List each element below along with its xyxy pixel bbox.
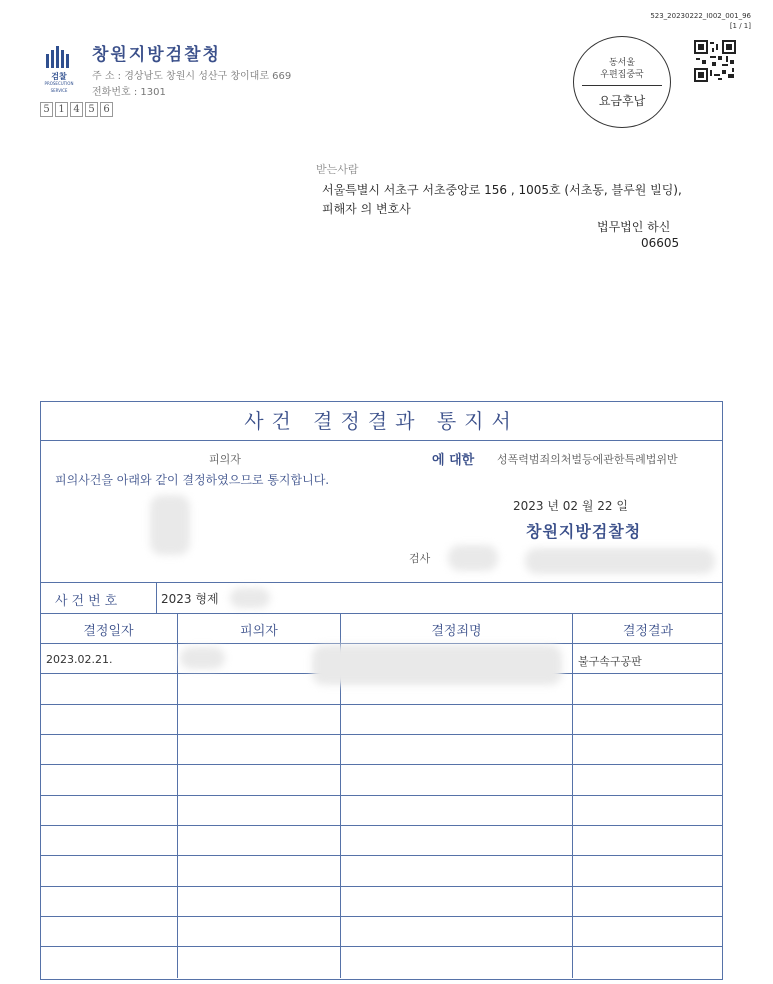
table-row-line <box>40 886 723 887</box>
row-result: 불구속구공판 <box>578 655 642 668</box>
header-charge: 결정죄명 <box>431 624 482 639</box>
logo-caption-ko: 검찰 <box>51 72 67 81</box>
table-row-line <box>40 795 723 796</box>
document-id-text: 523_20230222_I002_001_96 <box>650 12 751 20</box>
prosecution-logo-icon <box>46 46 76 68</box>
postal-digit: 4 <box>70 102 83 117</box>
table-row-line <box>40 734 723 735</box>
redaction <box>448 545 498 571</box>
recipient-zip: 06605 <box>641 236 680 250</box>
recipient-address: 서울특별시 서초구 서초중앙로 156 , 1005호 (서초동, 블루원 빌딩), 피해자 의 변호사 <box>322 183 682 216</box>
issuing-org: 창원지방검찰청 <box>526 522 642 541</box>
prosecutor-label: 검사 <box>409 552 431 565</box>
sender-phone: 전화번호 : 1301 <box>92 87 166 98</box>
recipient-firm: 법무법인 하신 <box>597 220 671 234</box>
row-decision-date: 2023.02.21. <box>46 653 113 666</box>
qr-code-icon <box>694 40 736 82</box>
stamp-divider <box>582 85 662 86</box>
header-result: 결정결과 <box>622 624 674 639</box>
postage-stamp <box>573 36 671 128</box>
notification-statement: 피의사건을 아래와 같이 결정하였으므로 통지합니다. <box>55 473 330 487</box>
logo-caption <box>40 73 78 94</box>
postal-digit: 6 <box>100 102 113 117</box>
header-suspect: 피의자 <box>240 624 278 639</box>
postal-code-boxes <box>40 102 115 117</box>
page-indicator: [1 / 1] <box>729 22 751 30</box>
case-number-value: 2023 형제 <box>161 592 219 606</box>
redaction <box>312 645 562 685</box>
sender-org-name: 창원지방검찰청 <box>92 45 221 65</box>
table-row-line <box>40 916 723 917</box>
table-row-line <box>40 643 723 644</box>
about-label: 에 대한 <box>432 453 475 468</box>
table-row-line <box>40 764 723 765</box>
recipient-label: 받는사람 <box>316 163 359 176</box>
table-row-line <box>40 704 723 705</box>
table-row-line <box>40 855 723 856</box>
postal-digit: 5 <box>40 102 53 117</box>
redaction <box>525 548 715 574</box>
title-divider <box>40 440 723 441</box>
table-row-line <box>40 825 723 826</box>
case-number-divider <box>156 582 157 613</box>
redaction <box>180 647 225 669</box>
document-id <box>650 11 751 31</box>
redaction <box>230 588 270 608</box>
table-row-line <box>40 946 723 947</box>
suspect-label: 피의자 <box>209 453 241 466</box>
case-number-label: 사건번호 <box>55 594 122 609</box>
stamp-line-3: 요금후납 <box>598 94 646 108</box>
redaction <box>150 495 190 555</box>
stamp-line-2: 우편집중국 <box>600 70 644 80</box>
postal-digit: 5 <box>85 102 98 117</box>
sender-address: 주 소 : 경상남도 창원시 성산구 창이대로 669 <box>92 71 292 82</box>
header-decision-date: 결정일자 <box>83 624 134 639</box>
postal-digit: 1 <box>55 102 68 117</box>
crime-name: 성폭력범죄의처벌등에관한특례법위반 <box>497 453 678 466</box>
logo-caption-en: PROSECUTION SERVICE <box>44 81 74 93</box>
notice-date: 2023 년 02 월 22 일 <box>513 499 628 513</box>
table-top-line <box>40 613 723 614</box>
notice-title: 사건 결정결과 통지서 <box>244 409 519 433</box>
stamp-line-1: 동서울 <box>608 58 636 68</box>
case-divider-top <box>40 582 723 583</box>
